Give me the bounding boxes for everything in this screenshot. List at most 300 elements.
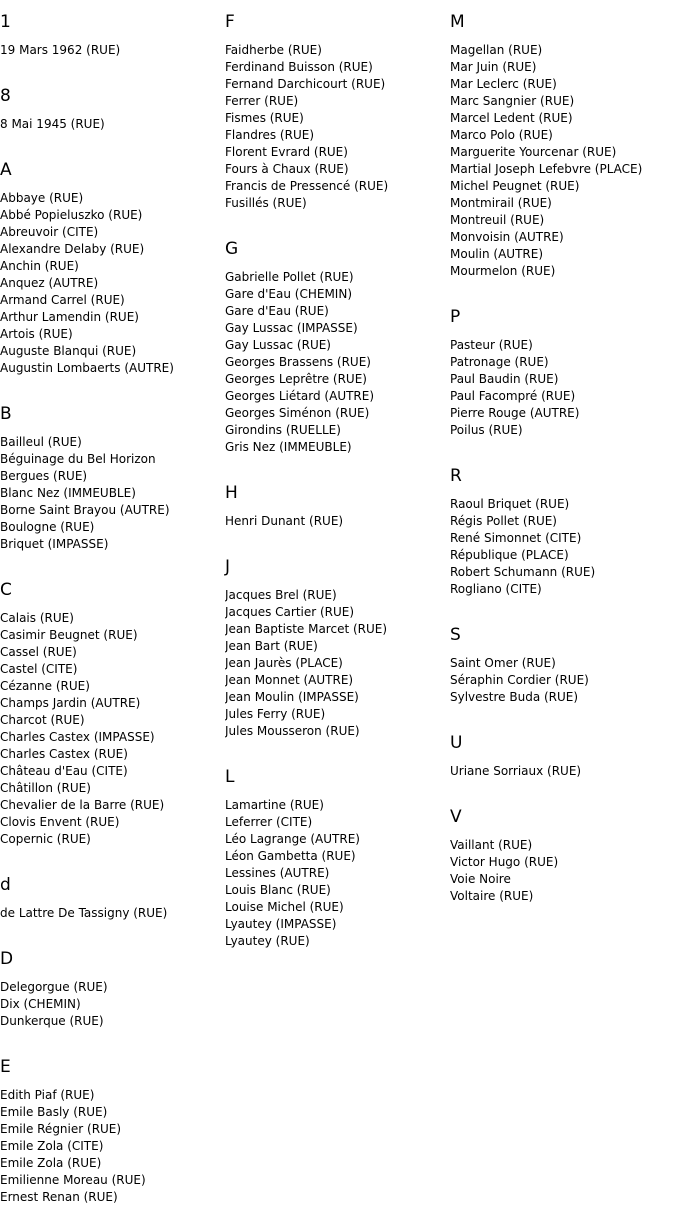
street-link[interactable]: Briquet (IMPASSE) (0, 537, 109, 551)
street-list-item (0, 485, 222, 502)
street-link[interactable]: Magellan (RUE) (450, 43, 543, 57)
street-list-item (225, 371, 447, 388)
street-link[interactable]: Poilus (RUE) (450, 423, 523, 437)
street-list (225, 42, 447, 212)
street-list-item (225, 422, 447, 439)
street-link[interactable]: Monvoisin (AUTRE) (450, 230, 564, 244)
street-list-item (0, 729, 222, 746)
letter-section (450, 466, 672, 598)
letter-section (0, 1057, 222, 1206)
street-list-item (225, 797, 447, 814)
street-list-item (225, 286, 447, 303)
street-list-item (450, 42, 672, 59)
street-list-item (450, 422, 672, 439)
street-list-item (0, 1172, 222, 1189)
street-link[interactable]: Marc Sangnier (RUE) (450, 94, 575, 108)
letter-section (0, 580, 222, 848)
letter-section (0, 404, 222, 553)
street-list-item (225, 144, 447, 161)
street-link[interactable]: Rogliano (CITE) (450, 582, 542, 596)
street-link[interactable]: Lamartine (RUE) (225, 798, 324, 812)
street-link[interactable]: Gare d'Eau (CHEMIN) (225, 287, 353, 301)
street-link[interactable]: Leferrer (CITE) (225, 815, 313, 829)
street-link[interactable]: Ferrer (RUE) (225, 94, 299, 108)
street-list-item (0, 695, 222, 712)
letter-heading: L (225, 767, 235, 787)
section-spacer (0, 1030, 222, 1057)
street-list-item (0, 1121, 222, 1138)
street-list-item (450, 854, 672, 871)
section-spacer (450, 706, 672, 733)
street-link[interactable]: Cézanne (RUE) (0, 679, 90, 693)
section-spacer (0, 922, 222, 949)
street-link[interactable]: Champs Jardin (AUTRE) (0, 696, 141, 710)
street-list-item (225, 587, 447, 604)
street-link[interactable]: Augustin Lombaerts (AUTRE) (0, 361, 174, 375)
street-link[interactable]: Michel Peugnet (RUE) (450, 179, 580, 193)
street-link[interactable]: Henri Dunant (RUE) (225, 514, 344, 528)
street-link[interactable]: Abbé Popieluszko (RUE) (0, 208, 143, 222)
street-link[interactable]: Georges Leprêtre (RUE) (225, 372, 367, 386)
street-link[interactable]: Séraphin Cordier (RUE) (450, 673, 589, 687)
letter-heading: H (225, 483, 238, 503)
street-link[interactable]: Fusillés (RUE) (225, 196, 307, 210)
street-list-item (0, 275, 222, 292)
street-link[interactable]: Fours à Chaux (RUE) (225, 162, 349, 176)
street-list-item (450, 229, 672, 246)
street-list (0, 905, 222, 922)
street-list-item (0, 451, 222, 468)
street-list-item (450, 672, 672, 689)
street-link[interactable]: Boulogne (RUE) (0, 520, 95, 534)
street-list-item (225, 916, 447, 933)
letter-section (0, 160, 222, 377)
letter-section (0, 86, 222, 133)
street-link[interactable]: République (PLACE) (450, 548, 569, 562)
street-link[interactable]: Jean Jaurès (PLACE) (225, 656, 343, 670)
street-link[interactable]: Raoul Briquet (RUE) (450, 497, 570, 511)
street-list-item (450, 689, 672, 706)
street-list-item (225, 303, 447, 320)
street-list (450, 655, 672, 706)
street-link[interactable]: Martial Joseph Lefebvre (PLACE) (450, 162, 643, 176)
street-link[interactable]: Pasteur (RUE) (450, 338, 533, 352)
street-list-item (225, 195, 447, 212)
street-list-item (0, 610, 222, 627)
section-spacer (225, 530, 447, 557)
street-list-item (450, 93, 672, 110)
street-list-item (450, 837, 672, 854)
letter-section (225, 767, 447, 950)
street-link[interactable]: Paul Facompré (RUE) (450, 389, 576, 403)
street-list-item (0, 763, 222, 780)
street-link[interactable]: Jean Baptiste Marcet (RUE) (225, 622, 388, 636)
street-list-item (0, 434, 222, 451)
street-list-item (0, 712, 222, 729)
street-list-item (450, 581, 672, 598)
letter-section (225, 557, 447, 740)
letter-heading: P (450, 307, 461, 327)
street-list-item (0, 258, 222, 275)
street-link[interactable]: Fismes (RUE) (225, 111, 304, 125)
street-link[interactable]: Mar Juin (RUE) (450, 60, 537, 74)
section-spacer (450, 439, 672, 466)
letter-heading: C (0, 580, 12, 600)
street-list-item (0, 644, 222, 661)
street-link[interactable]: Jean Monnet (AUTRE) (225, 673, 354, 687)
letter-heading: M (450, 12, 465, 32)
street-list-item (225, 405, 447, 422)
street-list-item (450, 110, 672, 127)
street-link[interactable]: Arthur Lamendin (RUE) (0, 310, 139, 324)
street-list-item (225, 337, 447, 354)
street-link[interactable]: Abreuvoir (CITE) (0, 225, 99, 239)
street-link[interactable]: Florent Evrard (RUE) (225, 145, 348, 159)
street-list-item (225, 814, 447, 831)
street-link[interactable]: Marguerite Yourcenar (RUE) (450, 145, 617, 159)
street-list-item (450, 246, 672, 263)
street-list-item (450, 564, 672, 581)
street-list (450, 763, 672, 780)
street-link[interactable]: Bergues (RUE) (0, 469, 88, 483)
street-list-item (0, 468, 222, 485)
letter-section (450, 733, 672, 780)
street-list-item (225, 127, 447, 144)
street-list-item (225, 161, 447, 178)
street-link[interactable]: Georges Siménon (RUE) (225, 406, 370, 420)
street-list-item (450, 405, 672, 422)
street-list-item (450, 513, 672, 530)
section-spacer (0, 377, 222, 404)
street-link[interactable]: Girondins (RUELLE) (225, 423, 341, 437)
letter-section (450, 625, 672, 706)
street-list-item (450, 212, 672, 229)
letter-heading: J (225, 557, 231, 577)
street-list-item (225, 831, 447, 848)
street-link[interactable]: Jean Bart (RUE) (225, 639, 318, 653)
street-list-item (0, 797, 222, 814)
street-list-item (450, 547, 672, 564)
street-link[interactable]: Cassel (RUE) (0, 645, 77, 659)
street-list (0, 190, 222, 377)
street-list-item (0, 360, 222, 377)
street-link[interactable]: Béguinage du Bel Horizon (0, 452, 156, 466)
street-link[interactable]: Armand Carrel (RUE) (0, 293, 125, 307)
street-link[interactable]: Georges Liétard (AUTRE) (225, 389, 375, 403)
letter-section (225, 12, 447, 212)
section-spacer (225, 456, 447, 483)
street-link[interactable]: Lessines (AUTRE) (225, 866, 330, 880)
street-link[interactable]: Gay Lussac (RUE) (225, 338, 331, 352)
street-list-item (225, 354, 447, 371)
section-spacer (0, 848, 222, 875)
street-link[interactable]: Fernand Darchicourt (RUE) (225, 77, 386, 91)
street-list-item (0, 1138, 222, 1155)
street-link[interactable]: de Lattre De Tassigny (RUE) (0, 906, 168, 920)
letter-heading: 1 (0, 12, 11, 32)
street-list-item (0, 190, 222, 207)
street-link[interactable]: Anquez (AUTRE) (0, 276, 99, 290)
street-list (450, 42, 672, 280)
street-link[interactable]: Edith Piaf (RUE) (0, 1088, 95, 1102)
street-link[interactable]: Châtillon (RUE) (0, 781, 91, 795)
street-link[interactable]: 8 Mai 1945 (RUE) (0, 117, 105, 131)
street-list-item (450, 354, 672, 371)
street-link[interactable]: Jean Moulin (IMPASSE) (225, 690, 359, 704)
street-link[interactable]: Léo Lagrange (AUTRE) (225, 832, 360, 846)
street-link[interactable]: Jules Ferry (RUE) (225, 707, 326, 721)
street-list-item (0, 502, 222, 519)
street-list-item (450, 195, 672, 212)
street-link[interactable]: Jacques Cartier (RUE) (225, 605, 355, 619)
street-list-item (0, 814, 222, 831)
street-link[interactable]: Blanc Nez (IMMEUBLE) (0, 486, 136, 500)
street-link[interactable]: Alexandre Delaby (RUE) (0, 242, 145, 256)
letter-heading: S (450, 625, 461, 645)
street-link[interactable]: Voltaire (RUE) (450, 889, 534, 903)
street-link[interactable]: Georges Brassens (RUE) (225, 355, 371, 369)
letter-heading: F (225, 12, 235, 32)
street-link[interactable]: Francis de Pressencé (RUE) (225, 179, 389, 193)
street-list-item (225, 689, 447, 706)
street-link[interactable]: Copernic (RUE) (0, 832, 91, 846)
street-link[interactable]: Mar Leclerc (RUE) (450, 77, 557, 91)
street-link[interactable]: Casimir Beugnet (RUE) (0, 628, 138, 642)
street-link[interactable]: Delegorgue (RUE) (0, 980, 108, 994)
street-link[interactable]: Louise Michel (RUE) (225, 900, 344, 914)
street-list-item (0, 1087, 222, 1104)
street-link[interactable]: Castel (CITE) (0, 662, 78, 676)
section-spacer (0, 59, 222, 86)
letter-heading: D (0, 949, 14, 969)
street-link[interactable]: Montreuil (RUE) (450, 213, 545, 227)
street-list-item (225, 178, 447, 195)
street-list-item (0, 326, 222, 343)
street-link[interactable]: Sylvestre Buda (RUE) (450, 690, 579, 704)
street-link[interactable]: Lyautey (RUE) (225, 934, 310, 948)
section-spacer (0, 133, 222, 160)
street-list-item (225, 76, 447, 93)
street-link[interactable]: Louis Blanc (RUE) (225, 883, 331, 897)
street-list-item (0, 661, 222, 678)
street-list-item (450, 655, 672, 672)
street-link[interactable]: Emilienne Moreau (RUE) (0, 1173, 146, 1187)
street-link[interactable]: Château d'Eau (CITE) (0, 764, 128, 778)
letter-heading: A (0, 160, 12, 180)
street-list-item (450, 388, 672, 405)
street-link[interactable]: Dix (CHEMIN) (0, 997, 81, 1011)
letter-section (450, 12, 672, 280)
street-list-item (225, 269, 447, 286)
section-spacer (225, 740, 447, 767)
street-list-item (225, 320, 447, 337)
street-link[interactable]: Bailleul (RUE) (0, 435, 82, 449)
street-link[interactable]: Patronage (RUE) (450, 355, 549, 369)
street-list-item (450, 337, 672, 354)
street-link[interactable]: Gabrielle Pollet (RUE) (225, 270, 354, 284)
street-list-item (225, 439, 447, 456)
street-link[interactable]: Jacques Brel (RUE) (225, 588, 337, 602)
street-list-item (225, 42, 447, 59)
street-link[interactable]: Emile Régnier (RUE) (0, 1122, 122, 1136)
street-link[interactable]: Jules Mousseron (RUE) (225, 724, 360, 738)
letter-heading: B (0, 404, 12, 424)
street-list-item (0, 780, 222, 797)
street-list-item (0, 116, 222, 133)
street-list-item (225, 706, 447, 723)
street-link[interactable]: Uriane Sorriaux (RUE) (450, 764, 582, 778)
section-spacer (450, 598, 672, 625)
street-list (0, 1087, 222, 1206)
letter-heading: 8 (0, 86, 11, 106)
street-list-item (0, 831, 222, 848)
street-list-item (225, 59, 447, 76)
letter-heading: E (0, 1057, 11, 1077)
street-list-item (225, 865, 447, 882)
street-link[interactable]: Faidherbe (RUE) (225, 43, 322, 57)
street-list (225, 587, 447, 740)
street-list-item (0, 678, 222, 695)
street-list-item (0, 241, 222, 258)
street-list-item (0, 905, 222, 922)
street-list (0, 434, 222, 553)
letter-heading: R (450, 466, 462, 486)
street-list-item (225, 513, 447, 530)
street-list-item (225, 93, 447, 110)
street-list-item (0, 1155, 222, 1172)
letter-section (450, 807, 672, 905)
letter-section (225, 239, 447, 456)
street-list-item (0, 309, 222, 326)
street-list (225, 513, 447, 530)
street-list (450, 337, 672, 439)
street-link[interactable]: Emile Zola (RUE) (0, 1156, 102, 1170)
street-list-item (225, 110, 447, 127)
street-link[interactable]: Saint Omer (RUE) (450, 656, 556, 670)
street-list (0, 116, 222, 133)
street-link[interactable]: Mourmelon (RUE) (450, 264, 556, 278)
street-list-item (450, 144, 672, 161)
street-list-item (0, 1104, 222, 1121)
letter-section (0, 949, 222, 1030)
street-link[interactable]: Borne Saint Brayou (AUTRE) (0, 503, 170, 517)
street-list-item (225, 604, 447, 621)
street-list-item (225, 848, 447, 865)
street-link[interactable]: Gare d'Eau (RUE) (225, 304, 329, 318)
street-link[interactable]: Charles Castex (IMPASSE) (0, 730, 155, 744)
section-spacer (450, 780, 672, 807)
street-list-item (0, 627, 222, 644)
street-list-item (0, 42, 222, 59)
street-list-item (450, 59, 672, 76)
street-list-item (450, 871, 672, 888)
street-link[interactable]: Victor Hugo (RUE) (450, 855, 559, 869)
street-list-item (450, 178, 672, 195)
street-list-item (0, 1013, 222, 1030)
street-list-item (0, 343, 222, 360)
street-link[interactable]: Auguste Blanqui (RUE) (0, 344, 137, 358)
street-link[interactable]: Charcot (RUE) (0, 713, 85, 727)
street-link[interactable]: Flandres (RUE) (225, 128, 314, 142)
street-link[interactable]: Léon Gambetta (RUE) (225, 849, 356, 863)
street-list-item (225, 621, 447, 638)
street-link[interactable]: Vaillant (RUE) (450, 838, 533, 852)
street-list-item (225, 723, 447, 740)
street-link[interactable]: Montmirail (RUE) (450, 196, 552, 210)
street-list-item (450, 127, 672, 144)
letter-section (450, 307, 672, 439)
section-spacer (450, 280, 672, 307)
street-link[interactable]: Gay Lussac (IMPASSE) (225, 321, 358, 335)
street-link[interactable]: Abbaye (RUE) (0, 191, 84, 205)
street-list-item (0, 979, 222, 996)
street-list (0, 610, 222, 848)
street-list-item (0, 996, 222, 1013)
street-link[interactable]: Dunkerque (RUE) (0, 1014, 104, 1028)
street-list-item (0, 224, 222, 241)
letter-section (225, 483, 447, 530)
street-link[interactable]: Marco Polo (RUE) (450, 128, 553, 142)
street-list-item (450, 888, 672, 905)
street-list (450, 837, 672, 905)
street-list-item (450, 496, 672, 513)
street-link[interactable]: Lyautey (IMPASSE) (225, 917, 337, 931)
street-list-item (450, 763, 672, 780)
section-spacer (225, 212, 447, 239)
street-link[interactable]: Emile Basly (RUE) (0, 1105, 108, 1119)
street-link[interactable]: Gris Nez (IMMEUBLE) (225, 440, 352, 454)
street-list (225, 269, 447, 456)
street-link[interactable]: René Simonnet (CITE) (450, 531, 582, 545)
street-list-item (0, 292, 222, 309)
street-link[interactable]: Clovis Envent (RUE) (0, 815, 120, 829)
street-link[interactable]: 19 Mars 1962 (RUE) (0, 43, 121, 57)
street-index-column-1 (0, 12, 222, 1206)
street-list-item (225, 672, 447, 689)
street-list-item (0, 1189, 222, 1206)
street-link[interactable]: Charles Castex (RUE) (0, 747, 128, 761)
street-link[interactable]: Marcel Ledent (RUE) (450, 111, 573, 125)
street-list-item (225, 638, 447, 655)
street-list (225, 797, 447, 950)
street-link[interactable]: Emile Zola (CITE) (0, 1139, 104, 1153)
street-link[interactable]: Ferdinand Buisson (RUE) (225, 60, 373, 74)
street-link[interactable]: Calais (RUE) (0, 611, 74, 625)
street-list-item (225, 655, 447, 672)
street-list-item (450, 371, 672, 388)
street-link[interactable]: Artois (RUE) (0, 327, 73, 341)
street-link[interactable]: Robert Schumann (RUE) (450, 565, 596, 579)
street-list-item (225, 388, 447, 405)
street-link[interactable]: Paul Baudin (RUE) (450, 372, 559, 386)
street-list (450, 496, 672, 598)
street-link[interactable]: Pierre Rouge (AUTRE) (450, 406, 580, 420)
street-link[interactable]: Régis Pollet (RUE) (450, 514, 557, 528)
street-list-item (0, 746, 222, 763)
street-list-item (225, 882, 447, 899)
street-link[interactable]: Moulin (AUTRE) (450, 247, 543, 261)
letter-heading: d (0, 875, 11, 895)
street-link[interactable]: Ernest Renan (RUE) (0, 1190, 118, 1204)
street-index-column-2 (225, 12, 447, 950)
street-link[interactable]: Voie Noire (450, 872, 511, 886)
street-list-item (450, 161, 672, 178)
street-list (0, 42, 222, 59)
street-list-item (450, 76, 672, 93)
street-list-item (0, 536, 222, 553)
street-link[interactable]: Chevalier de la Barre (RUE) (0, 798, 165, 812)
street-link[interactable]: Anchin (RUE) (0, 259, 79, 273)
